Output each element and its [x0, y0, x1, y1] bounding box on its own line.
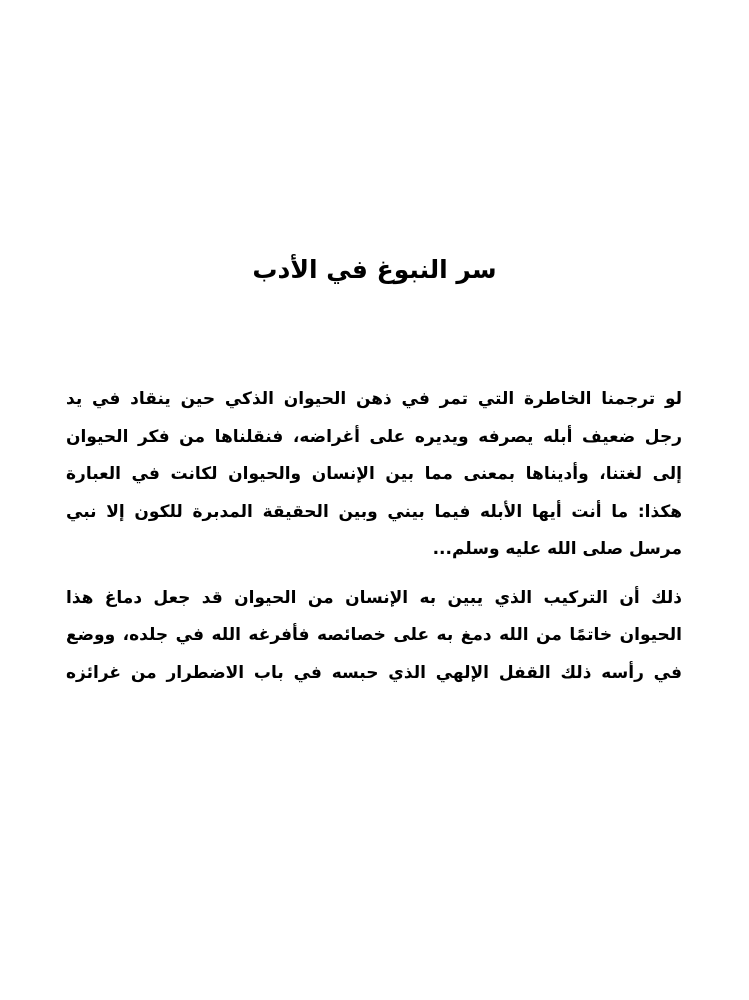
document-title: سر النبوغ في الأدب — [252, 255, 497, 284]
text-line: الحيوان خاتمًا من الله دمغ به على خصائصه فأفرغه الله في جلده، ووضع — [66, 625, 682, 645]
text-line: رجل ضعيف أبله يصرفه ويديره على أغراضه، فنقلناها من فكر الحيوان — [66, 426, 682, 447]
text-line: في رأسه ذلك القفل الإلهي الذي حبسه في باب الاضطرار من غرائزه — [66, 662, 682, 683]
text-line: إلى لغتنا، وأديناها بمعنى مما بين الإنسان والحيوان لكانت في العبارة — [66, 464, 682, 484]
text-line: لو ترجمنا الخاطرة التي تمر في ذهن الحيوان الذكي حين ينقاد في يد — [66, 389, 682, 409]
document-body — [66, 381, 682, 692]
text-line: هكذا: ما أنت أيها الأبله فيما بيني وبين الحقيقة المدبرة للكون إلا نبي — [66, 501, 682, 522]
paragraph-2 — [66, 580, 682, 693]
paragraph-1 — [66, 381, 682, 569]
text-line: مرسل صلى الله عليه وسلم... — [432, 539, 682, 559]
text-line: ذلك أن التركيب الذي يبين به الإنسان من الحيوان قد جعل دماغ هذا — [66, 587, 682, 608]
